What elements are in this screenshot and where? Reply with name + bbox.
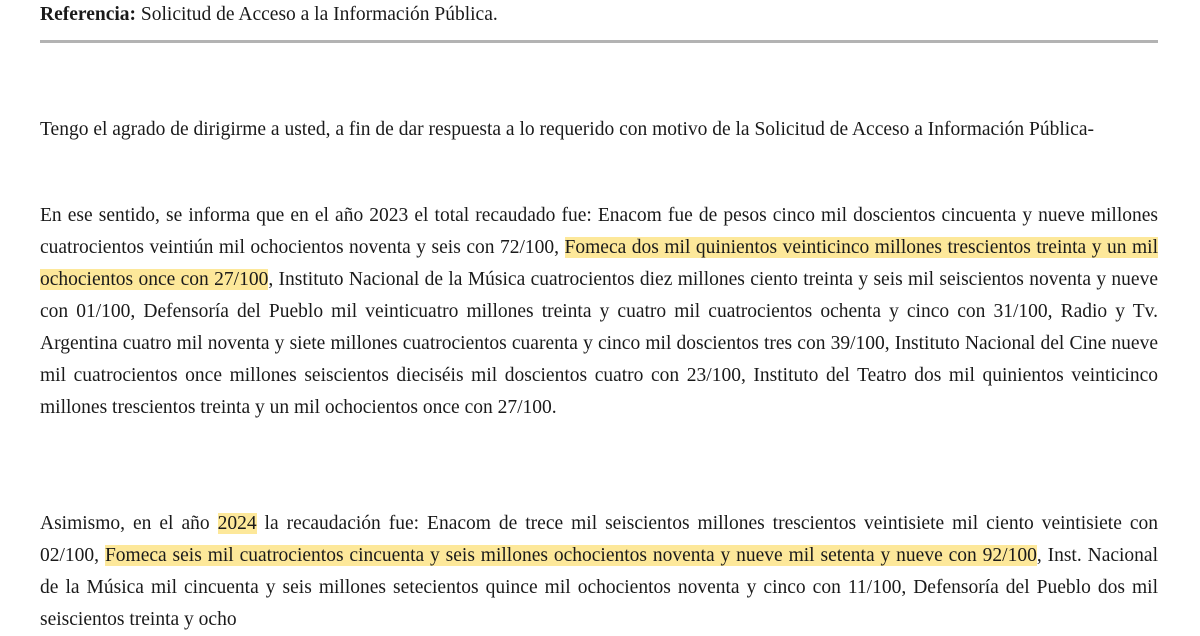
header-divider <box>40 40 1158 43</box>
intro-paragraph: Tengo el agrado de dirigirme a usted, a fin de dar respuesta a lo requerido con motivo de la Solicitud de Acceso a Información Pública- <box>40 119 1094 140</box>
highlight-year-2024: 2024 <box>217 513 257 534</box>
paragraph-2024 <box>40 508 1158 636</box>
reference-label: Referencia: <box>40 4 137 25</box>
paragraph-2024-text-3: , Inst. Nacional de la Música mil cincuenta y seis millones setecientos quince mil ochocientos noventa y cinco con 11/100, Defensoría del Pueblo dos mil seiscientos treinta y ocho <box>40 545 1158 630</box>
highlight-fomeca-2023: Fomeca dos mil quinientos veinticinco millones trescientos treinta y un mil ochocientos once con 27/100 <box>40 237 1158 290</box>
paragraph-2023-text-1: En ese sentido, se informa que en el año 2023 el total recaudado fue: Enacom fue de pesos cinco mil doscientos cincuenta y nueve millones cuatrocientos veintiún mil ochocientos noventa y seis con 72/100, <box>40 205 1158 258</box>
document-page <box>40 0 1158 630</box>
highlight-fomeca-2024: Fomeca seis mil cuatrocientos cincuenta y seis millones ochocientos noventa y nueve mil setenta y nueve con 92/100 <box>104 545 1037 566</box>
reference-line <box>40 0 498 30</box>
paragraph-2024-text-1: Asimismo, en el año <box>40 513 218 534</box>
paragraph-2024-text-2: la recaudación fue: Enacom de trece mil seiscientos millones trescientos veintisiete mil ciento veintisiete con 02/100, <box>40 513 1158 566</box>
paragraph-2023-text-2: , Instituto Nacional de la Música cuatrocientos diez millones ciento treinta y seis mil seiscientos noventa y nueve con 01/100, Defensoría del Pueblo mil veinticuatro millones treinta y cuatro mil cuatrocientos ochenta y cinco con 31/100, Radio y Tv. Argentina cuatro mil noventa y siete millones cuatrocientos cuarenta y cinco mil doscientos tres con 39/100, Instituto Nacional del Cine nueve mil cuatrocientos once millones seiscientos dieciséis mil doscientos cuatro con 23/100, Instituto del Teatro dos mil quinientos veinticinco millones trescientos treinta y un mil ochocientos once con 27/100. <box>40 269 1158 418</box>
paragraph-2023 <box>40 200 1158 424</box>
reference-subject: Solicitud de Acceso a la Información Pública. <box>136 4 498 25</box>
